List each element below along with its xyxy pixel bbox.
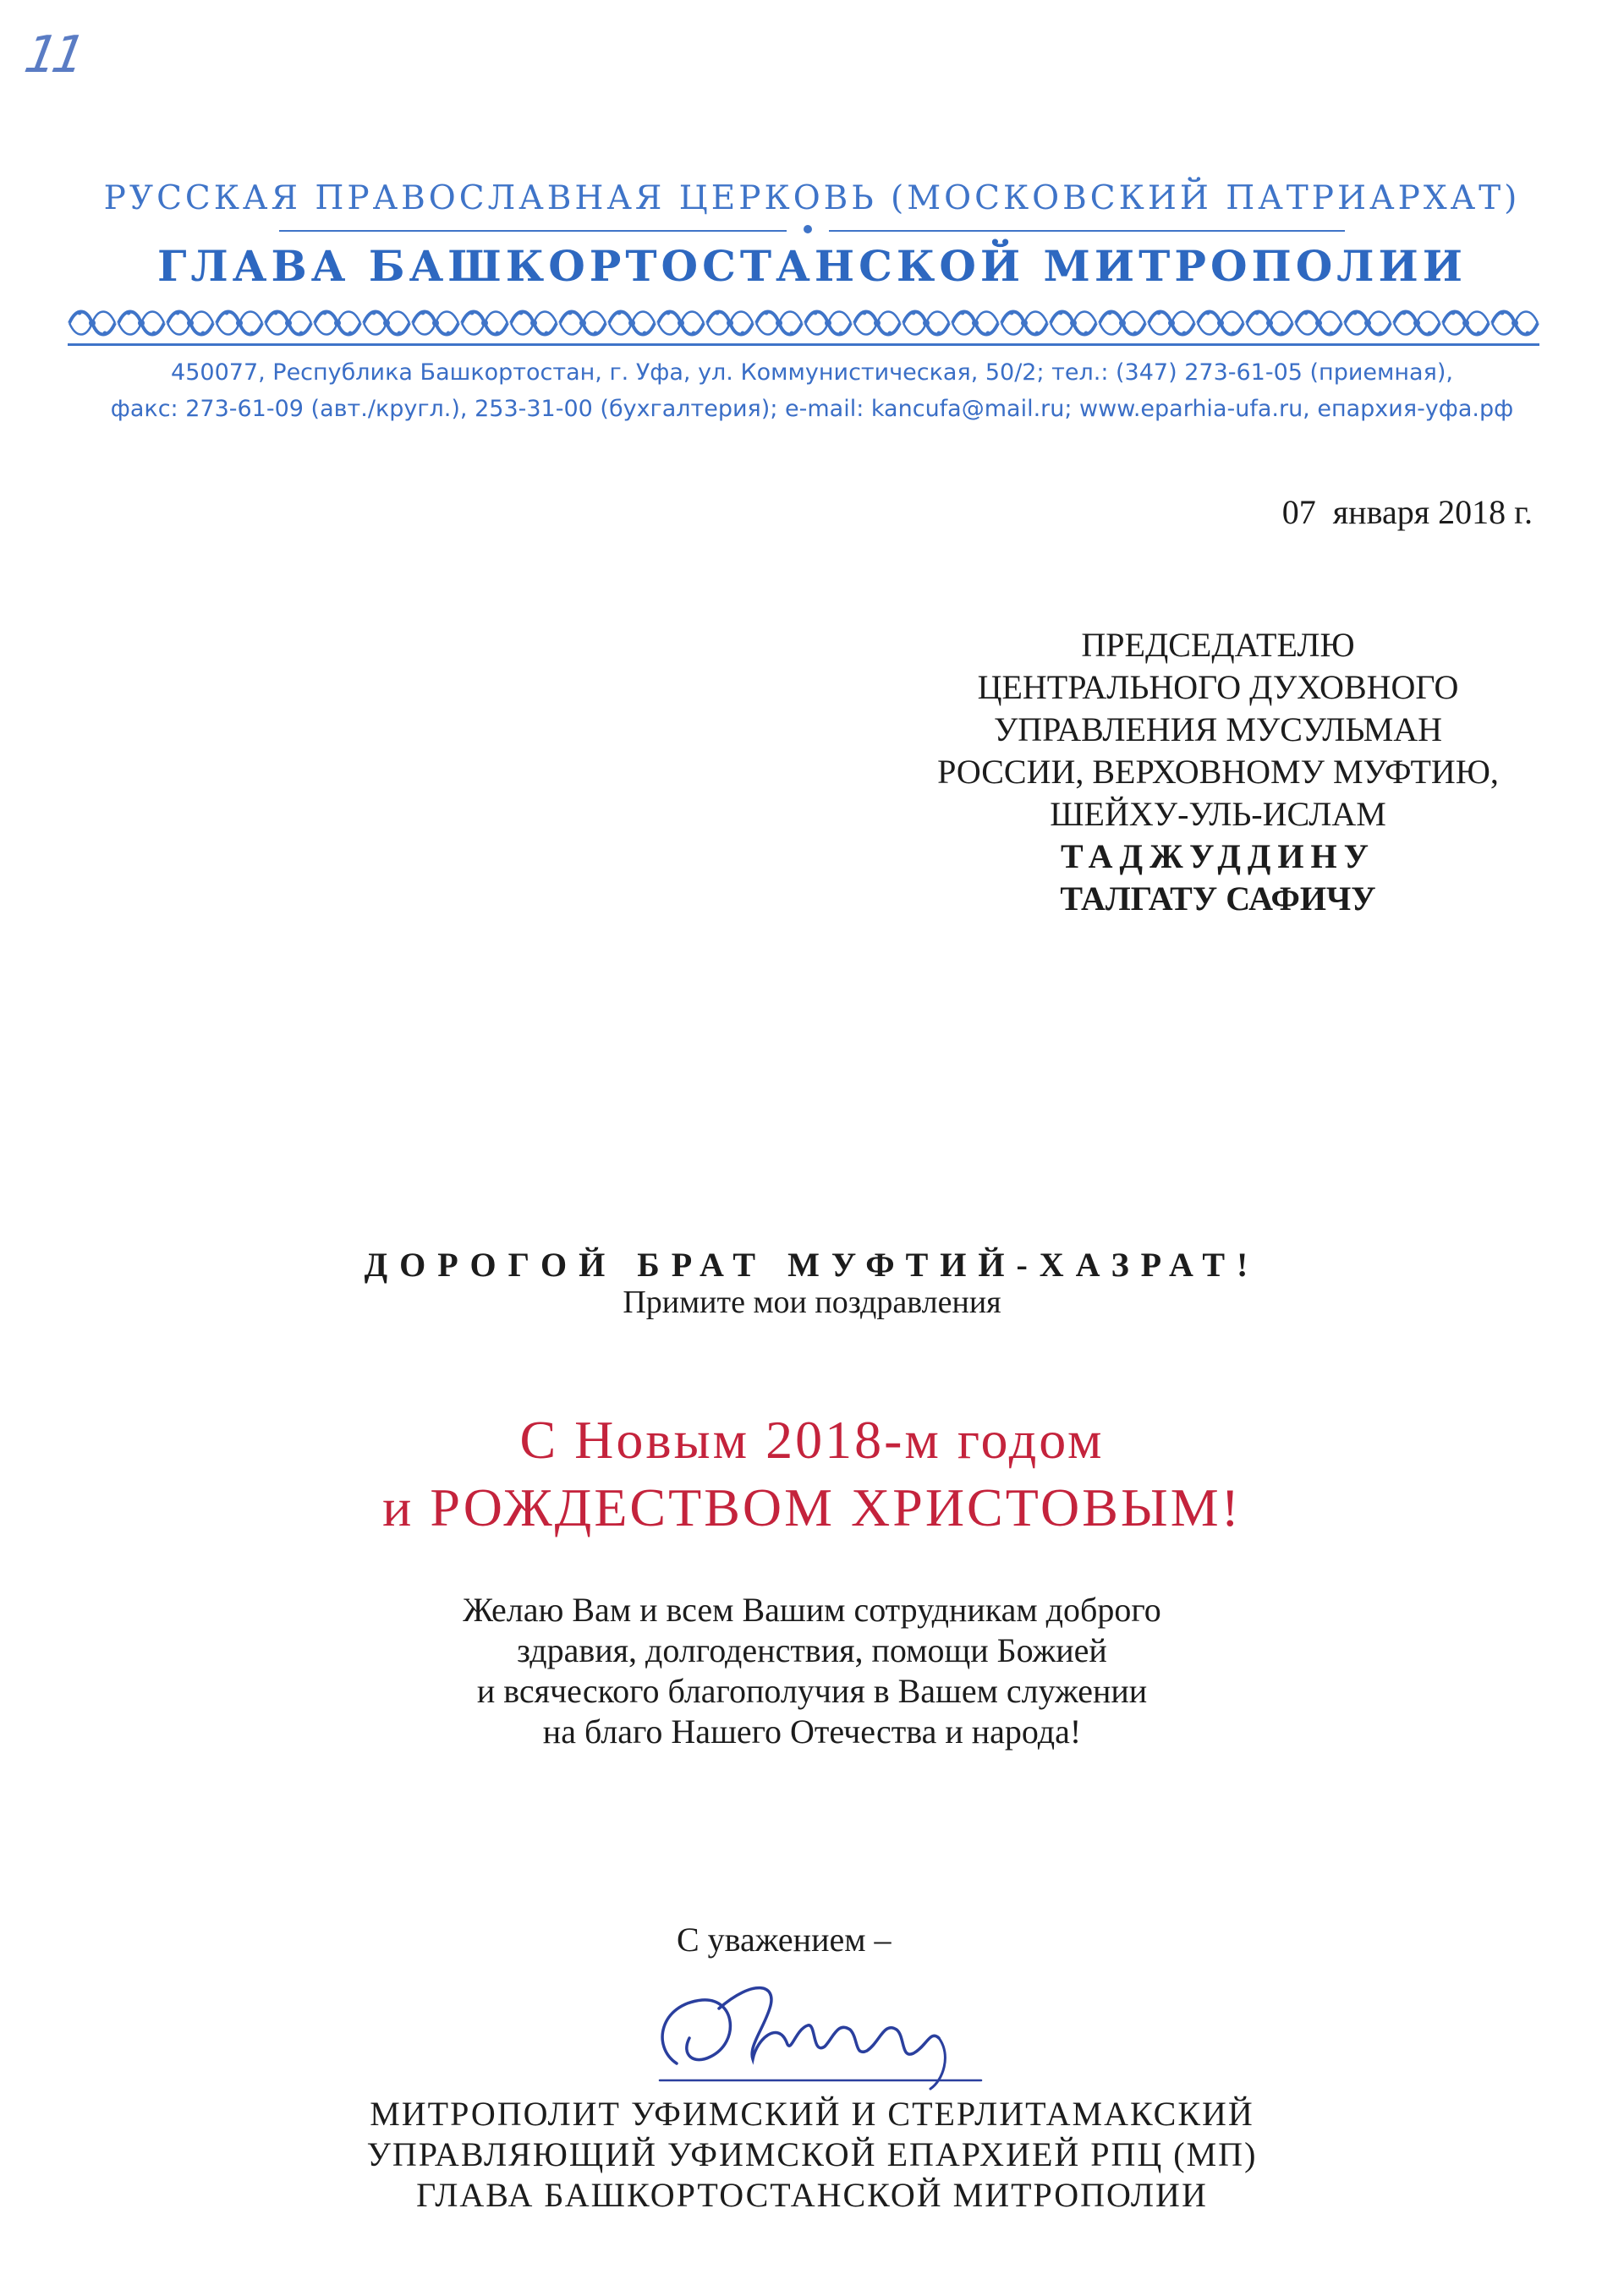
regards-text: С уважением – xyxy=(677,1921,892,1959)
signatory-block xyxy=(0,2094,1624,2216)
letterhead-divider-dot xyxy=(804,225,812,233)
wish-line: и всяческого благополучия в Вашем служении xyxy=(476,1672,1148,1710)
wish-line: здравия, долгоденствия, помощи Божией xyxy=(517,1631,1107,1669)
recipient-line: ШЕЙХУ-УЛЬ-ИСЛАМ xyxy=(1050,795,1386,833)
signatory-line: УПРАВЛЯЮЩИЙ УФИМСКОЙ ЕПАРХИЕЙ РПЦ (МП) xyxy=(366,2135,1258,2173)
letterhead-divider-left xyxy=(279,230,787,232)
recipient-block xyxy=(837,624,1599,920)
letterhead-address-line-2: факс: 273-61-09 (авт./кругл.), 253-31-00 (бухгалтерия); e-mail: kancufa@mail.ru; www.eparhia-ufa.ru, епархия-уфа.рф xyxy=(110,396,1514,422)
greeting-subtitle: Примите мои поздравления xyxy=(623,1285,1001,1320)
letter-date: 07 января 2018 г. xyxy=(1281,493,1533,531)
recipient-line: ПРЕДСЕДАТЕЛЮ xyxy=(1081,626,1355,664)
page-number-mark: 11 xyxy=(19,25,85,85)
recipient-surname: ТАДЖУДДИНУ xyxy=(1060,837,1375,875)
letterhead-title: ГЛАВА БАШКОРТОСТАНСКОЙ МИТРОПОЛИИ xyxy=(157,241,1467,291)
letterhead-address-line-1: 450077, Республика Башкортостан, г. Уфа, ул. Коммунистическая, 50/2; тел.: (347) 273-61-05 (приемная), xyxy=(171,359,1453,386)
letterhead-rule xyxy=(68,343,1539,346)
celebration-line-2: и РОЖДЕСТВОМ ХРИСТОВЫМ! xyxy=(382,1477,1242,1537)
recipient-line: ЦЕНТРАЛЬНОГО ДУХОВНОГО xyxy=(977,668,1459,706)
wish-line: на благо Нашего Отечества и народа! xyxy=(542,1712,1082,1751)
wish-paragraph xyxy=(0,1590,1624,1752)
recipient-name: ТАЛГАТУ САФИЧУ xyxy=(1060,879,1376,918)
celebration-line-1: С Новым 2018-м годом xyxy=(519,1410,1105,1470)
recipient-line: УПРАВЛЕНИЯ МУСУЛЬМАН xyxy=(993,710,1443,748)
signatory-line: МИТРОПОЛИТ УФИМСКИЙ И СТЕРЛИТАМАКСКИЙ xyxy=(370,2095,1254,2133)
letterhead-ornament xyxy=(68,304,1539,342)
greeting-title: ДОРОГОЙ БРАТ МУФТИЙ-ХАЗРАТ! xyxy=(364,1246,1260,1284)
recipient-line: РОССИИ, ВЕРХОВНОМУ МУФТИЮ, xyxy=(937,753,1499,791)
handwritten-signature xyxy=(643,1962,998,2097)
wish-line: Желаю Вам и всем Вашим сотрудникам доброго xyxy=(463,1591,1161,1629)
signatory-line: ГЛАВА БАШКОРТОСТАНСКОЙ МИТРОПОЛИИ xyxy=(416,2176,1208,2214)
letterhead-divider-right xyxy=(829,230,1345,232)
letterhead-church-name: РУССКАЯ ПРАВОСЛАВНАЯ ЦЕРКОВЬ (МОСКОВСКИЙ ПАТРИАРХАТ) xyxy=(103,179,1521,217)
